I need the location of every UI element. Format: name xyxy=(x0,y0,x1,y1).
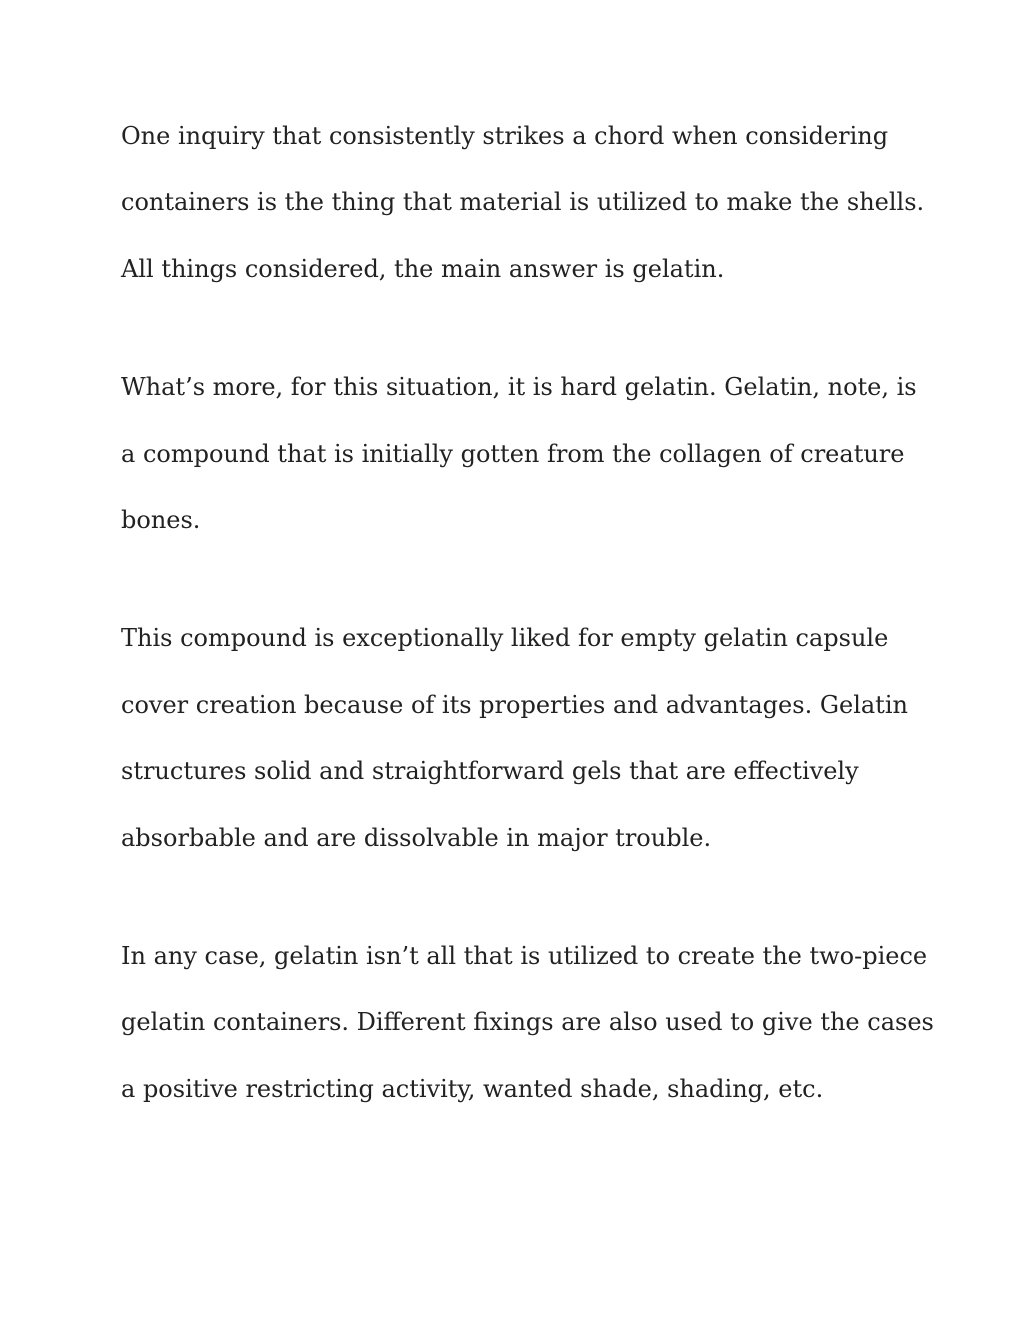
paragraph-3 xyxy=(121,605,911,871)
text-line: cover creation because of its properties and advantages. Gelatin xyxy=(121,690,908,719)
text-line: absorbable and are dissolvable in major trouble. xyxy=(121,823,712,852)
text-line: One inquiry that consistently strikes a chord when considering xyxy=(121,122,889,150)
text-line: This compound is exceptionally liked for empty gelatin capsule xyxy=(121,624,889,653)
text-line: bones. xyxy=(121,506,201,535)
text-line: containers is the thing that material is utilized to make the shells. xyxy=(121,188,925,217)
document-body xyxy=(121,103,934,1122)
paragraph-1 xyxy=(121,103,925,302)
text-line: gelatin containers. Different fixings are also used to give the cases xyxy=(121,1008,934,1037)
text-line: All things considered, the main answer is gelatin. xyxy=(121,254,725,283)
text-line: In any case, gelatin isn’t all that is utilized to create the two-piece xyxy=(121,942,928,971)
text-line: a compound that is initially gotten from the collagen of creature xyxy=(121,439,905,468)
paragraph-4 xyxy=(121,923,934,1122)
text-line: structures solid and straightforward gels that are effectively xyxy=(121,757,859,786)
paragraph-2 xyxy=(121,354,917,553)
text-line: What’s more, for this situation, it is hard gelatin. Gelatin, note, is xyxy=(121,373,917,402)
text-line: a positive restricting activity, wanted shade, shading, etc. xyxy=(121,1074,824,1103)
